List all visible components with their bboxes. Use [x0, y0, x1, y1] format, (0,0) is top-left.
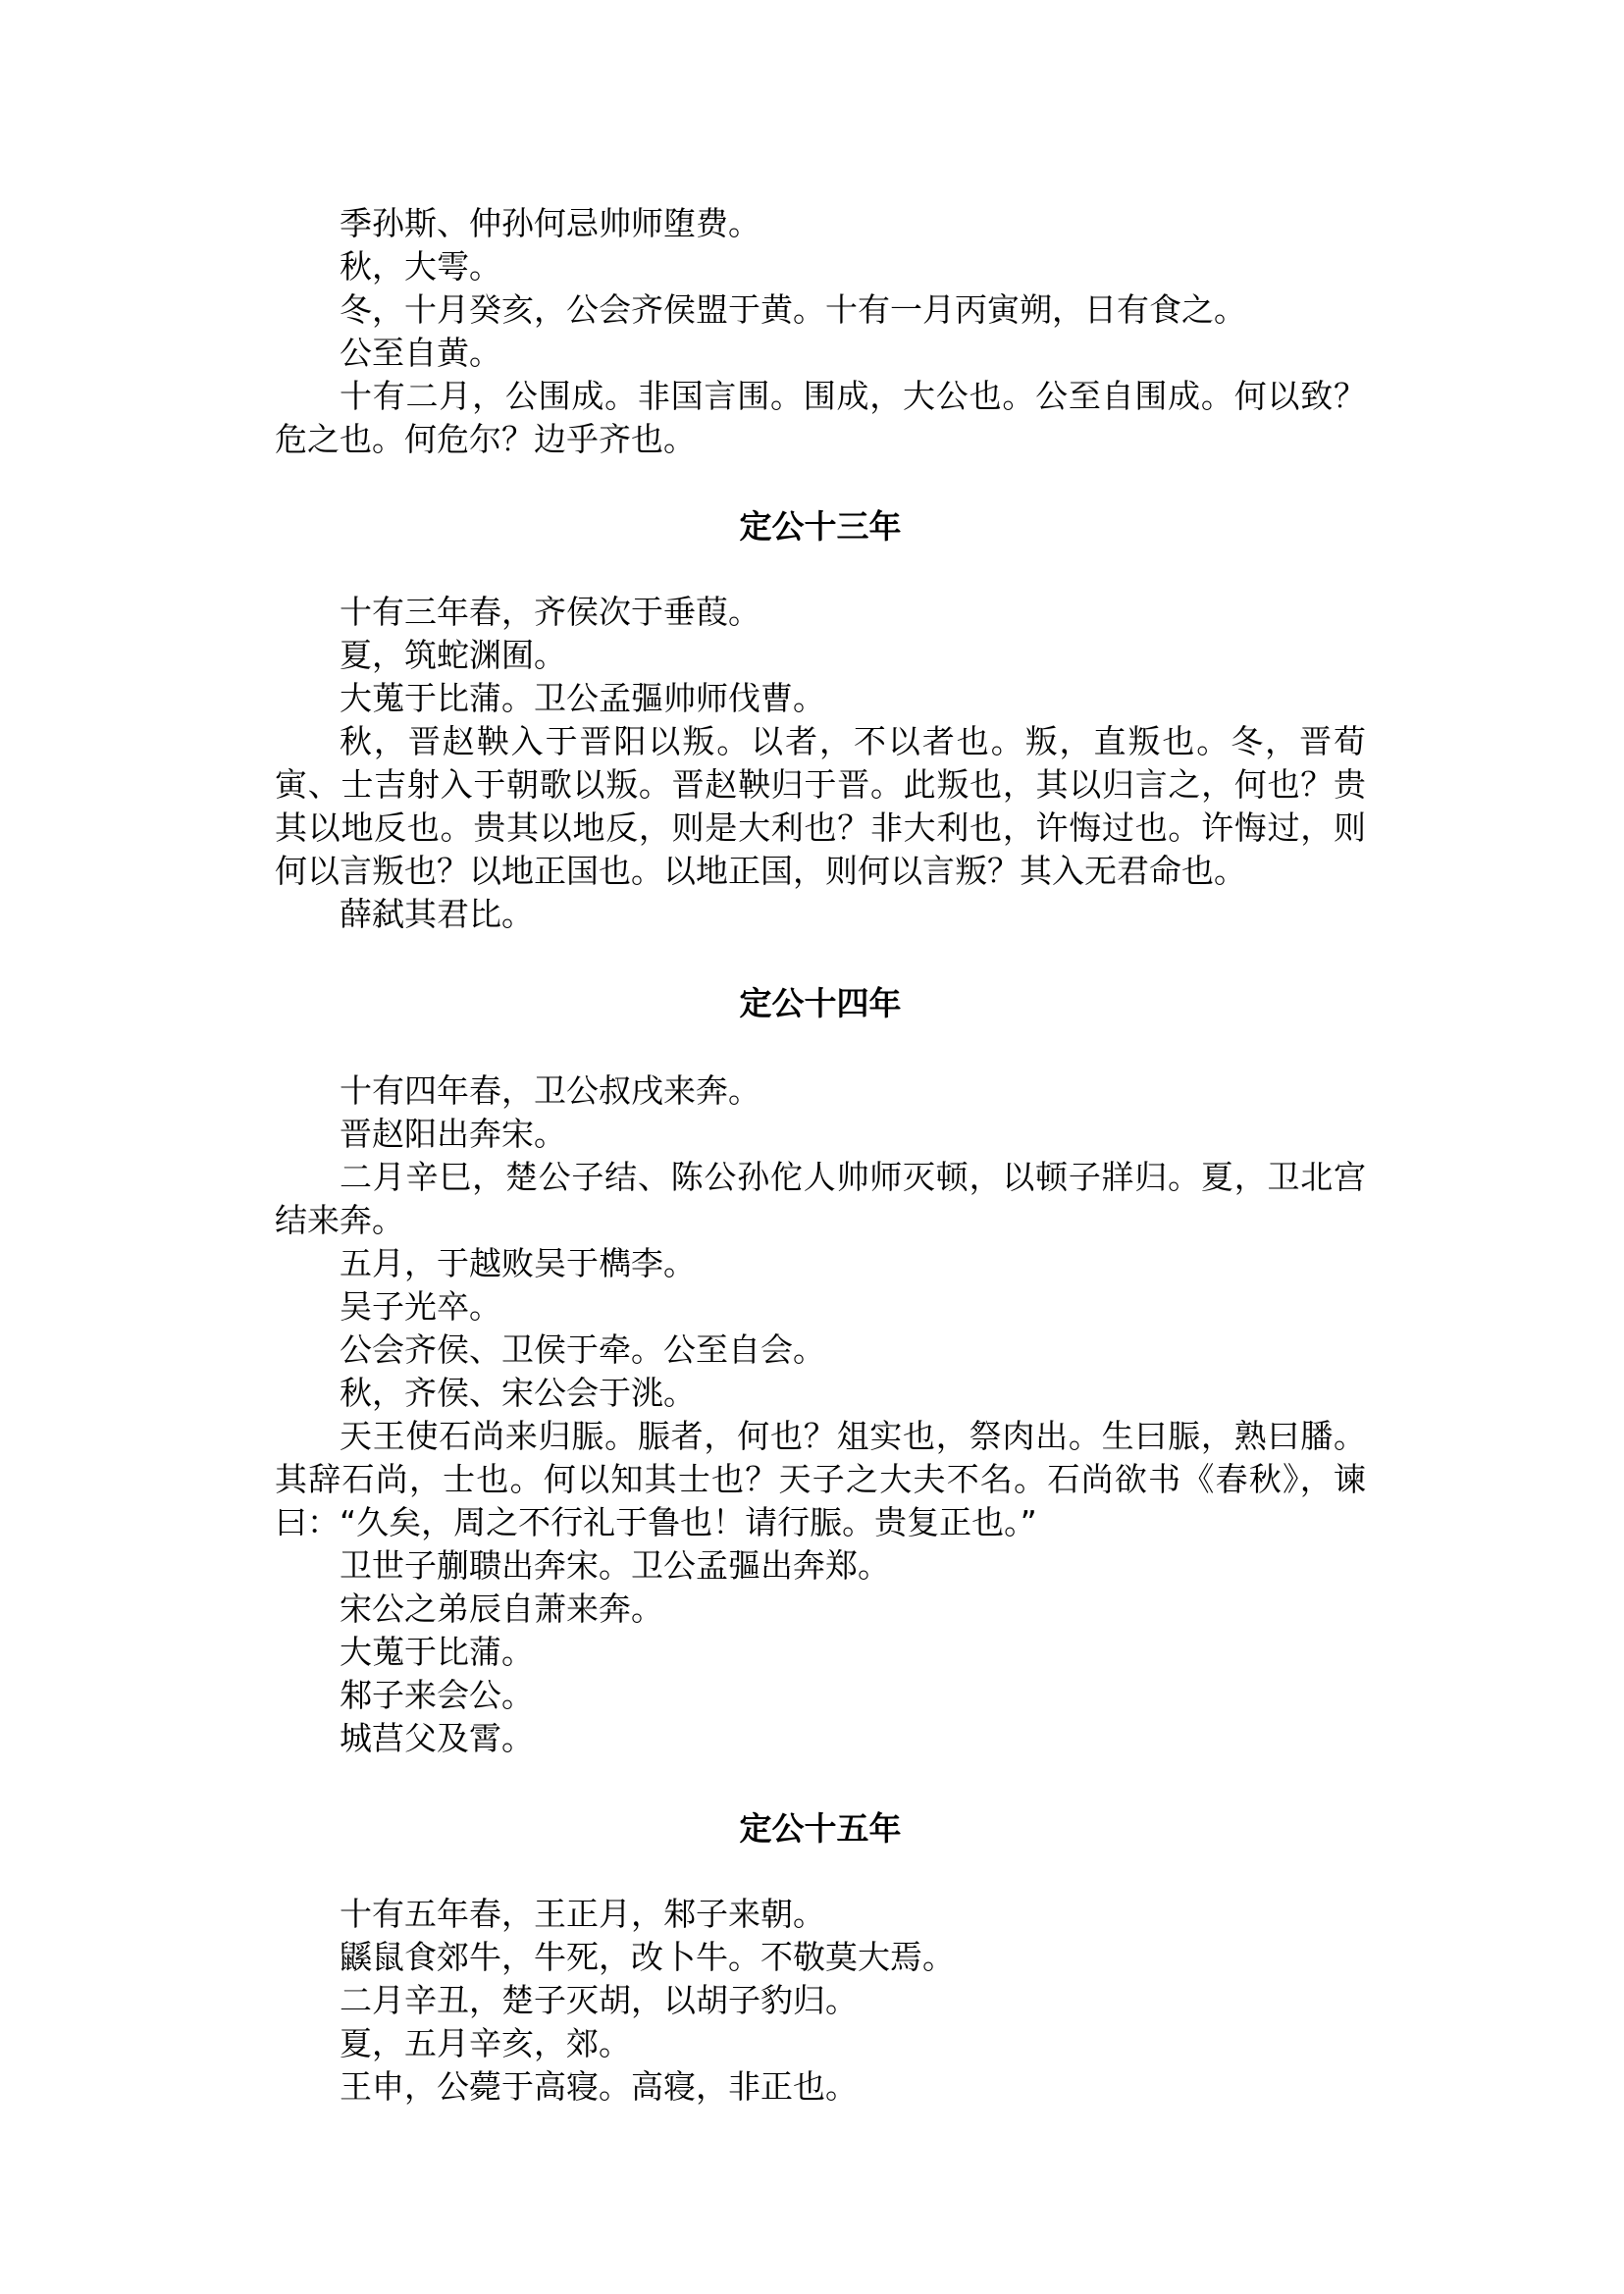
paragraph: 夏，五月辛亥，郊。: [340, 2024, 631, 2062]
paragraph: 城莒父及霄。: [340, 1719, 534, 1757]
paragraph: 大蒐于比蒲。卫公孟彄帅师伐曹。: [340, 679, 825, 717]
paragraph: 季孙斯、仲孙何忌帅师堕费。: [340, 204, 760, 242]
text-block-continued: [275, 202, 1366, 461]
paragraph: 十有三年春，齐侯次于垂葭。: [340, 593, 760, 631]
paragraph: 秋，大雩。: [340, 247, 501, 286]
paragraph: 十有二月，公围成。非国言围。围成，大公也。公至自围成。何以致？危之也。何危尔？边乎齐也。: [275, 377, 1366, 458]
paragraph: 公至自黄。: [340, 334, 501, 372]
paragraph: 十有四年春，卫公叔戌来奔。: [340, 1071, 760, 1110]
document-page: [275, 0, 1366, 2294]
paragraph: 夏，筑蛇渊囿。: [340, 636, 566, 674]
paragraph: 大蒐于比蒲。: [340, 1633, 534, 1671]
paragraph: 二月辛丑，楚子灭胡，以胡子豹归。: [340, 1981, 858, 2019]
paragraph: 王申，公薨于高寝。高寝，非正也。: [340, 2067, 858, 2106]
paragraph: 十有五年春，王正月，邾子来朝。: [340, 1895, 825, 1933]
paragraph: 邾子来会公。: [340, 1676, 534, 1714]
paragraph: 卫世子蒯聩出奔宋。卫公孟彄出奔郑。: [340, 1546, 890, 1585]
paragraph: 五月，于越败吴于檇李。: [340, 1244, 696, 1282]
section-body: [275, 1893, 1366, 2109]
paragraph: 吴子光卒。: [340, 1287, 501, 1326]
section-heading: 定公十四年: [739, 984, 902, 1022]
paragraph: 宋公之弟辰自萧来奔。: [340, 1590, 663, 1628]
paragraph: 二月辛巳，楚公子结、陈公孙佗人帅师灭顿，以顿子牂归。夏，卫北宫结来奔。: [275, 1158, 1366, 1239]
section-body: [275, 1069, 1366, 1760]
paragraph: 冬，十月癸亥，公会齐侯盟于黄。十有一月丙寅朔，日有食之。: [340, 290, 1246, 329]
paragraph: 薛弑其君比。: [340, 895, 534, 933]
section-body: [275, 591, 1366, 936]
paragraph: 鼷鼠食郊牛，牛死，改卜牛。不敬莫大焉。: [340, 1938, 955, 1976]
paragraph: 公会齐侯、卫侯于牵。公至自会。: [340, 1330, 825, 1369]
paragraph: 晋赵阳出奔宋。: [340, 1115, 566, 1153]
paragraph: 秋，齐侯、宋公会于洮。: [340, 1374, 696, 1412]
section-heading: 定公十三年: [739, 507, 902, 546]
paragraph: 秋，晋赵鞅入于晋阳以叛。以者，不以者也。叛，直叛也。冬，晋荀寅、士吉射入于朝歌以叛。晋赵鞅归于晋。此叛也，其以归言之，何也？贵其以地反也。贵其以地反，则是大利也？非大利也，许悔过也。许悔过，则何以言叛也？以地正国也。以地正国，则何以言叛？其入无君命也。: [275, 722, 1366, 890]
section-heading: 定公十五年: [739, 1809, 902, 1848]
paragraph: 天王使石尚来归脤。脤者，何也？俎实也，祭肉出。生曰脤，熟曰膰。其辞石尚，士也。何以知其士也？天子之大夫不名。石尚欲书《春秋》，谏曰：“久矣，周之不行礼于鲁也！请行脤。贵复正也。”: [275, 1417, 1366, 1541]
